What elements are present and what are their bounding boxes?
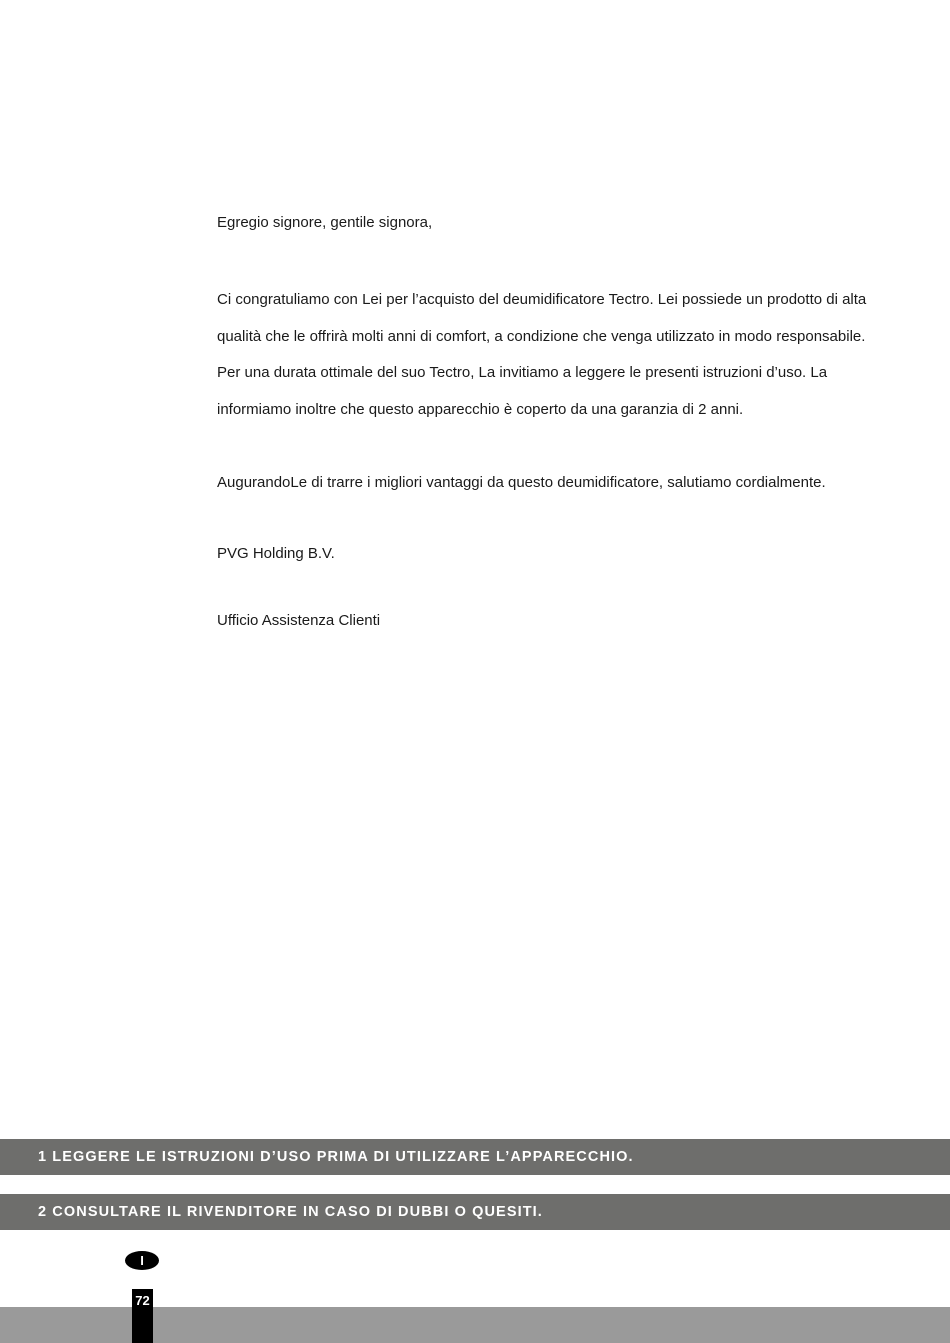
letter-paragraph-intro: Ci congratuliamo con Lei per l’acquisto del deumidificatore Tectro. Lei possiede un prodotto di alta qualità che le offrirà molti anni di comfort, a condizione che venga utilizzato in modo responsabile. Per una durata ottimale del suo Tectro, La invitiamo a leggere le presenti istruzioni d’uso. La informiamo inoltre che questo apparecchio è coperto da una garanzia di 2 anni. [217,291,867,418]
letter-department: Ufficio Assistenza Clienti [217,611,381,629]
letter-paragraph-closing: AugurandoLe di trarre i migliori vantaggi da questo deumidificatore, salutiamo cordialmente. [217,474,826,492]
letter-body [217,208,877,636]
language-badge: I [125,1251,159,1270]
notice-band-1: 1 LEGGERE LE ISTRUZIONI D’USO PRIMA DI UTILIZZARE L’APPARECCHIO. [0,1139,950,1175]
letter-company: PVG Holding B.V. [217,544,335,562]
page-number: 72 [132,1289,153,1343]
letter-greeting: Egregio signore, gentile signora, [217,214,433,231]
notice-band-2: 2 CONSULTARE IL RIVENDITORE IN CASO DI DUBBI O QUESITI. [0,1194,950,1230]
